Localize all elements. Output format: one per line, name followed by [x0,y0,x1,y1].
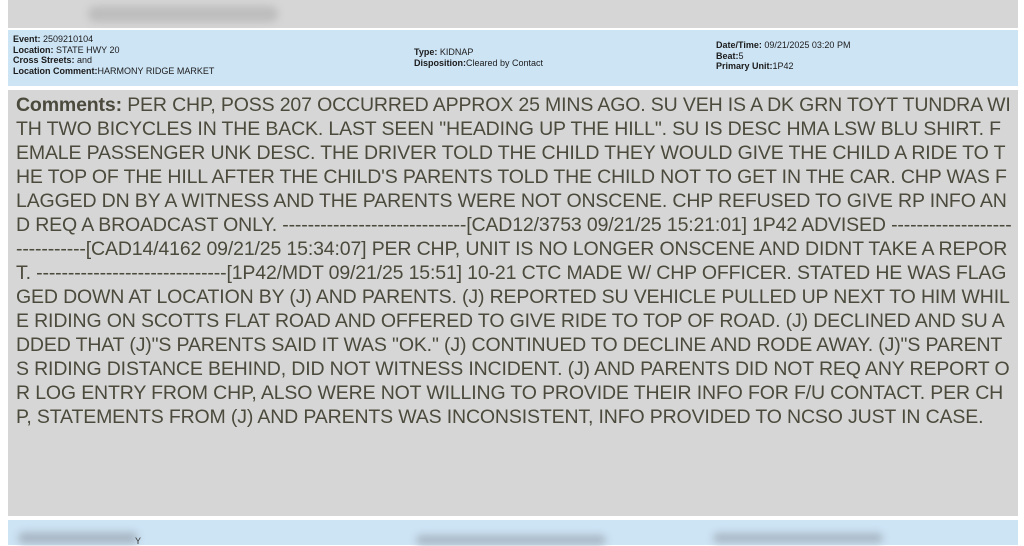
redacted-text [713,533,883,543]
event-line: Event: 2509210104 [13,34,94,44]
location-value: STATE HWY 20 [56,44,120,55]
datetime-line: Date/Time: 09/21/2025 03:20 PM [716,40,851,50]
primary-unit-value: 1P42 [772,61,794,71]
previous-record-strip [8,0,1018,28]
info-column-type [414,30,716,86]
beat-value: 5 [738,50,744,61]
primary-unit-line: Primary Unit:1P42 [716,61,794,71]
disposition-value: Cleared by Contact [466,57,544,68]
location-comment-value: HARMONY RIDGE MARKET [97,65,215,76]
location-comment-line: Location Comment:HARMONY RIDGE MARKET [13,65,215,76]
comments-block [8,90,1018,516]
beat-line: Beat:5 [716,50,744,61]
info-column-time [716,30,1018,86]
comments-text: PER CHP, POSS 207 OCCURRED APPROX 25 MINS AGO. SU VEH IS A DK GRN TOYT TUNDRA WITH TWO BICYCLES IN THE BACK. LAST SEEN "HEADING UP THE HILL". SU IS DESC HMA LSW BLU SHIRT. FEMALE PASSENGER UNK DESC. THE DRIVER TOLD THE CHILD THEY WOULD GIVE THE CHILD A RIDE TO THE TOP OF THE HILL AFTER THE CHILD'S PARENTS TOLD THE CHILD NOT TO GET IN THE CAR. CHP WAS FLAGGED DN BY A WITNESS AND THE PARENTS WERE NOT ONSCENE. CHP REFUSED TO GIVE RP INFO AND REQ A BROADCAST ONLY. -----------------------------[CAD12/3753 09/21/25 15:21:01] 1P42 ADVISED ------------------------------[CAD14/4162 09/21/25 15:34:07] PER CHP, UNIT IS NO LONGER ONSCENE AND DIDNT TAKE A REPORT. ------------------------------[1P42/MDT 09/21/25 15:51] 10-21 CTC MADE W/ CHP OFFICER. STATED HE WAS FLAGGED DOWN AT LOCATION BY (J) AND PARENTS. (J) REPORTED SU VEHICLE PULLED UP NEXT TO HIM WHILE RIDING ON SCOTTS FLAT ROAD AND OFFERED TO GIVE RIDE TO TOP OF ROAD. (J) DECLINED AND SU ADDED THAT (J)"S PARENTS SAID IT WAS "OK." (J) CONTINUED TO DECLINE AND RODE AWAY. (J)"S PARENTS RIDING DISTANCE BEHIND, DID NOT WITNESS INCIDENT. (J) AND PARENTS DID NOT REQ ANY REPORT OR LOG ENTRY FROM CHP, ALSO WERE NOT WILLING TO PROVIDE THEIR INFO FOR F/U CONTACT. PER CHP, STATEMENTS FROM (J) AND PARENTS WAS INCONSISTENT, INFO PROVIDED TO NCSO JUST IN CASE. [16,94,1012,428]
comments-label: Comments: [16,94,122,116]
disposition-line: Disposition:Cleared by Contact [414,57,544,68]
redacted-text [88,6,278,22]
incident-info-row [8,30,1018,86]
type-line: Type: KIDNAP [414,47,474,57]
next-record-row [8,520,1018,545]
datetime-value: 09/21/2025 03:20 PM [764,40,851,50]
cross-streets-line: Cross Streets: and [13,55,93,65]
event-number: 2509210104 [43,34,94,44]
redacted-text [18,532,138,544]
redacted-text [416,535,606,545]
partial-text: Y [135,536,142,546]
info-column-location [8,30,414,86]
cross-streets-value: and [77,55,93,65]
type-value: KIDNAP [439,47,474,57]
location-line: Location: STATE HWY 20 [13,44,120,55]
